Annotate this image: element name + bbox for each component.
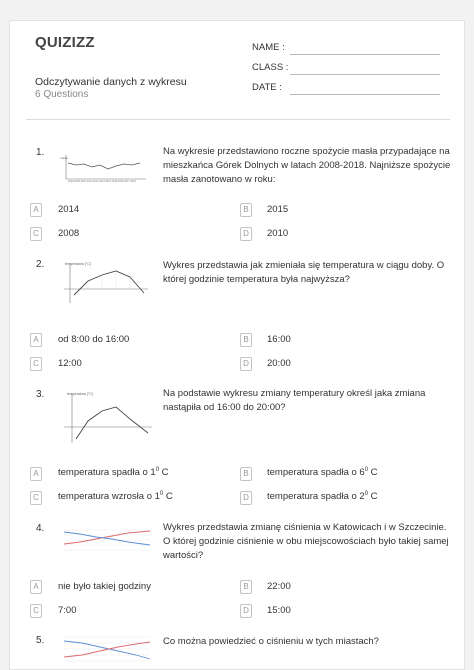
question-4-chart-thumbnail bbox=[60, 526, 152, 552]
option-text[interactable]: temperatura wzrosła o $1^0$ C bbox=[58, 491, 173, 503]
question-4-number: 4. bbox=[36, 523, 45, 534]
question-5-number: 5. bbox=[36, 635, 45, 646]
option-text[interactable]: 2014 bbox=[58, 204, 80, 215]
worksheet-page bbox=[9, 20, 465, 670]
option-text[interactable]: 7:00 bbox=[58, 605, 77, 616]
question-1-number: 1. bbox=[36, 147, 45, 158]
option-text[interactable]: 16:00 bbox=[267, 334, 291, 345]
option-text[interactable]: nie było takiej godziny bbox=[58, 581, 151, 592]
option-text[interactable]: 2015 bbox=[267, 204, 289, 215]
question-3-text: Na podstawie wykresu zmiany temperatury określ jaka zmiana nastąpiła od 16:00 do 20:00? bbox=[163, 388, 426, 413]
option-badge[interactable]: C bbox=[30, 491, 42, 505]
chart-y-label: temperatura [°C] bbox=[67, 392, 93, 396]
name-line bbox=[290, 54, 440, 55]
name-label: NAME : bbox=[252, 42, 285, 53]
option-badge[interactable]: B bbox=[240, 580, 252, 594]
option-badge[interactable]: A bbox=[30, 333, 42, 347]
option-badge[interactable]: B bbox=[240, 333, 252, 347]
question-2-number: 2. bbox=[36, 259, 45, 270]
option-text[interactable]: 2010 bbox=[267, 228, 289, 239]
option-text[interactable]: 20:00 bbox=[267, 358, 291, 369]
worksheet-title: Odczytywanie danych z wykresu bbox=[35, 76, 187, 88]
option-badge[interactable]: A bbox=[30, 203, 42, 217]
option-badge[interactable]: D bbox=[240, 227, 252, 241]
option-badge[interactable]: D bbox=[240, 357, 252, 371]
option-text[interactable]: temperatura spadła o $1^0$ C bbox=[58, 467, 169, 479]
question-1-chart-thumbnail bbox=[60, 151, 148, 183]
chart-y-label: temperatura [°C] bbox=[65, 262, 91, 266]
option-text[interactable]: 15:00 bbox=[267, 605, 291, 616]
option-text[interactable]: 2008 bbox=[58, 228, 80, 239]
svg-text:masło: masło bbox=[60, 156, 69, 160]
option-badge[interactable]: A bbox=[30, 467, 42, 481]
class-label: CLASS : bbox=[252, 62, 289, 73]
question-3-number: 3. bbox=[36, 389, 45, 400]
option-badge[interactable]: D bbox=[240, 604, 252, 618]
question-5-chart-thumbnail bbox=[60, 633, 152, 663]
option-badge[interactable]: C bbox=[30, 227, 42, 241]
option-badge[interactable]: A bbox=[30, 580, 42, 594]
date-label: DATE : bbox=[252, 82, 282, 93]
option-text[interactable]: temperatura spadła o $2^0$ C bbox=[267, 491, 378, 503]
option-badge[interactable]: C bbox=[30, 357, 42, 371]
option-badge[interactable]: D bbox=[240, 491, 252, 505]
option-badge[interactable]: B bbox=[240, 467, 252, 481]
class-line bbox=[290, 74, 440, 75]
question-4-text: Wykres przedstawia zmianę ciśnienia w Katowicach i w Szczecinie. O której godzinie ciśnienie w obu miejscowościach było takiej samej wartości? bbox=[163, 522, 449, 561]
option-text[interactable]: temperatura spadła o $6^0$ C bbox=[267, 467, 378, 479]
option-text[interactable]: 22:00 bbox=[267, 581, 291, 592]
question-2-chart-thumbnail bbox=[60, 259, 150, 307]
question-2-text: Wykres przedstawia jak zmieniała się temperatura w ciągu doby. O której godzinie temperatura była najwyższa? bbox=[163, 260, 445, 285]
question-3-chart-thumbnail bbox=[60, 389, 155, 447]
question-count: 6 Questions bbox=[35, 89, 89, 100]
header-divider bbox=[26, 119, 450, 120]
question-5-text: Co można powiedzieć o ciśnieniu w tych miastach? bbox=[163, 636, 379, 647]
date-line bbox=[290, 94, 440, 95]
option-badge[interactable]: C bbox=[30, 604, 42, 618]
option-badge[interactable]: B bbox=[240, 203, 252, 217]
option-text[interactable]: od 8:00 do 16:00 bbox=[58, 334, 130, 345]
svg-text:2008 2009 2010 2011 2012 2013: 2008 2009 2010 2011 2012 2013 2014 2015 2016 2017 2018 bbox=[68, 180, 136, 183]
option-text[interactable]: 12:00 bbox=[58, 358, 82, 369]
quizizz-logo: QUIZIZZ bbox=[35, 34, 95, 51]
question-1-text: Na wykresie przedstawiono roczne spożycie masła przypadające na mieszkańca Górek Dolnych w latach 2008-2018. Najniższe spożycie masła zanotowano w roku: bbox=[163, 146, 451, 185]
